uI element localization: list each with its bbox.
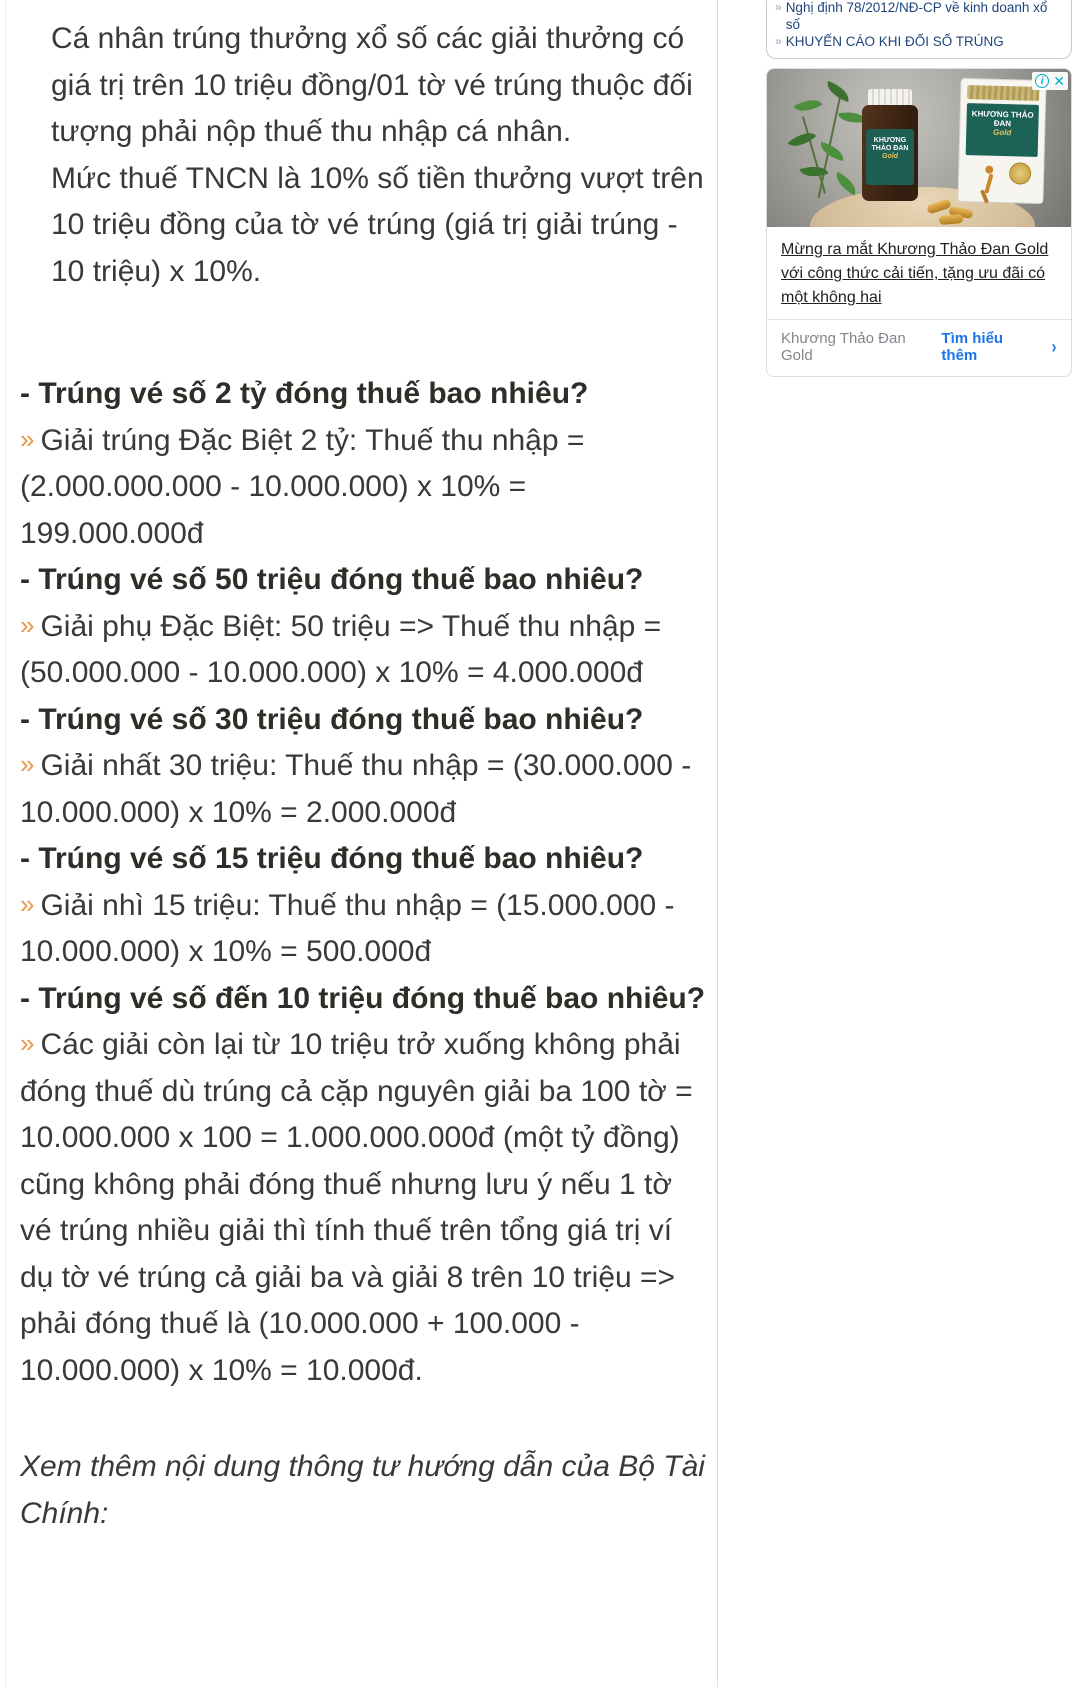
qa-answer-text: Giải trúng Đặc Biệt 2 tỷ: Thuế thu nhập = (2.000.000.000 - 10.000.000) x 10% = 199.000.000đ — [20, 423, 585, 550]
chevron-right-icon: › — [1051, 336, 1057, 357]
double-chevron-bullet-icon: » — [20, 888, 33, 919]
article-column — [5, 0, 718, 1687]
qa-answer-text: Giải nhất 30 triệu: Thuế thu nhập = (30.000.000 - 10.000.000) x 10% = 2.000.000đ — [20, 749, 692, 829]
intro-paragraph: Cá nhân trúng thưởng xổ số các giải thưởng có giá trị trên 10 triệu đồng/01 tờ vé trúng thuộc đối tượng phải nộp thuế thu nhập cá nhân. — [51, 22, 693, 148]
plant-leaf-icon — [818, 142, 846, 161]
product-name-label: KHƯƠNG THẢO ĐAN — [971, 109, 1034, 129]
product-box-panel — [966, 103, 1039, 157]
bottle-label — [866, 129, 914, 185]
article-intro — [20, 16, 707, 295]
ad-footer — [767, 320, 1071, 376]
qa-section — [20, 371, 707, 1394]
double-chevron-icon: » — [775, 0, 781, 14]
sidebar-link-warning[interactable] — [775, 33, 1061, 50]
ad-close-icon[interactable]: ✕ — [1053, 73, 1065, 89]
ad-advertiser-name: Khương Thảo Đan Gold — [781, 330, 906, 364]
product-variant-label: Gold — [882, 153, 898, 160]
double-chevron-bullet-icon: » — [20, 749, 33, 779]
qa-answer — [20, 743, 707, 836]
double-chevron-bullet-icon: » — [20, 1028, 33, 1058]
qa-question: - Trúng vé số 2 tỷ đóng thuế bao nhiêu? — [20, 377, 589, 410]
qa-answer — [20, 418, 707, 558]
walking-figure-icon — [984, 174, 993, 194]
double-chevron-bullet-icon: » — [20, 609, 33, 640]
sidebar — [718, 0, 1080, 1687]
ad-controls — [1032, 72, 1068, 90]
related-links-box — [766, 0, 1072, 59]
ad-info-icon[interactable]: i — [1035, 74, 1049, 88]
sidebar-link-decree[interactable] — [775, 0, 1061, 33]
ad-cta-button[interactable] — [941, 330, 1057, 364]
plant-stem — [802, 116, 826, 193]
qa-answer — [20, 604, 707, 697]
plant-leaf-icon — [793, 93, 822, 117]
ad-product-image — [767, 69, 1071, 227]
product-name-label: KHƯƠNG THẢO ĐAN — [871, 137, 909, 152]
double-chevron-bullet-icon: » — [20, 423, 33, 454]
plant-leaf-icon — [831, 172, 860, 196]
gold-seal-icon — [1009, 162, 1032, 185]
ad-cta-label: Tìm hiểu thêm — [941, 330, 1004, 364]
product-box — [957, 78, 1046, 204]
see-more-note: Xem thêm nội dung thông tư hướng dẫn của Bộ Tài Chính: — [20, 1450, 705, 1530]
qa-answer — [20, 883, 707, 976]
qa-answer-text: Giải nhì 15 triệu: Thuế thu nhập = (15.000.000 - 10.000.000) x 10% = 500.000đ — [20, 888, 675, 968]
qa-answer-text: Giải phụ Đặc Biệt: 50 triệu => Thuế thu nhập = (50.000.000 - 10.000.000) x 10% = 4.000.000đ — [20, 609, 662, 689]
sidebar-link-label[interactable]: KHUYẾN CÁO KHI ĐỔI SỐ TRÚNG — [785, 34, 1004, 49]
qa-question: - Trúng vé số 15 triệu đóng thuế bao nhiêu? — [20, 842, 644, 875]
qa-answer-text: Các giải còn lại từ 10 triệu trở xuống không phải đóng thuế dù trúng cả cặp nguyên giải ba 100 tờ = 10.000.000 x 100 = 1.000.000.000đ (một tỷ đồng) cũng không phải đóng thuế nhưng lưu ý nếu 1 tờ vé trúng nhiều giải thì tính thuế trên tổng giá trị ví dụ tờ vé trúng cả giải ba và giải 8 trên 10 triệu => phải đóng thuế là (10.000.000 + 100.000 - 10.000.000) x 10% = 10.000đ. — [20, 1028, 693, 1387]
ad-headline-link[interactable]: Mừng ra mắt Khương Thảo Đan Gold với công thức cải tiến, tặng ưu đãi có một không hai — [781, 241, 1049, 306]
intro-paragraph: Mức thuế TNCN là 10% số tiền thưởng vượt trên 10 triệu đồng của tờ vé trúng (giá trị giải trúng - 10 triệu) x 10%. — [51, 161, 704, 288]
product-box-banner — [967, 85, 1039, 101]
double-chevron-icon: » — [775, 34, 781, 48]
ad-card — [766, 68, 1072, 377]
walking-figure-icon — [985, 166, 993, 174]
product-bottle — [862, 105, 918, 201]
qa-question: - Trúng vé số 50 triệu đóng thuế bao nhiêu? — [20, 563, 644, 596]
product-variant-label: Gold — [992, 127, 1012, 138]
qa-question: - Trúng vé số đến 10 triệu đóng thuế bao nhiêu? — [20, 981, 706, 1015]
qa-question: - Trúng vé số 30 triệu đóng thuế bao nhiêu? — [20, 702, 644, 736]
qa-answer — [20, 1022, 707, 1394]
sidebar-link-label[interactable]: Nghị định 78/2012/NĐ-CP về kinh doanh xổ số — [785, 0, 1048, 32]
